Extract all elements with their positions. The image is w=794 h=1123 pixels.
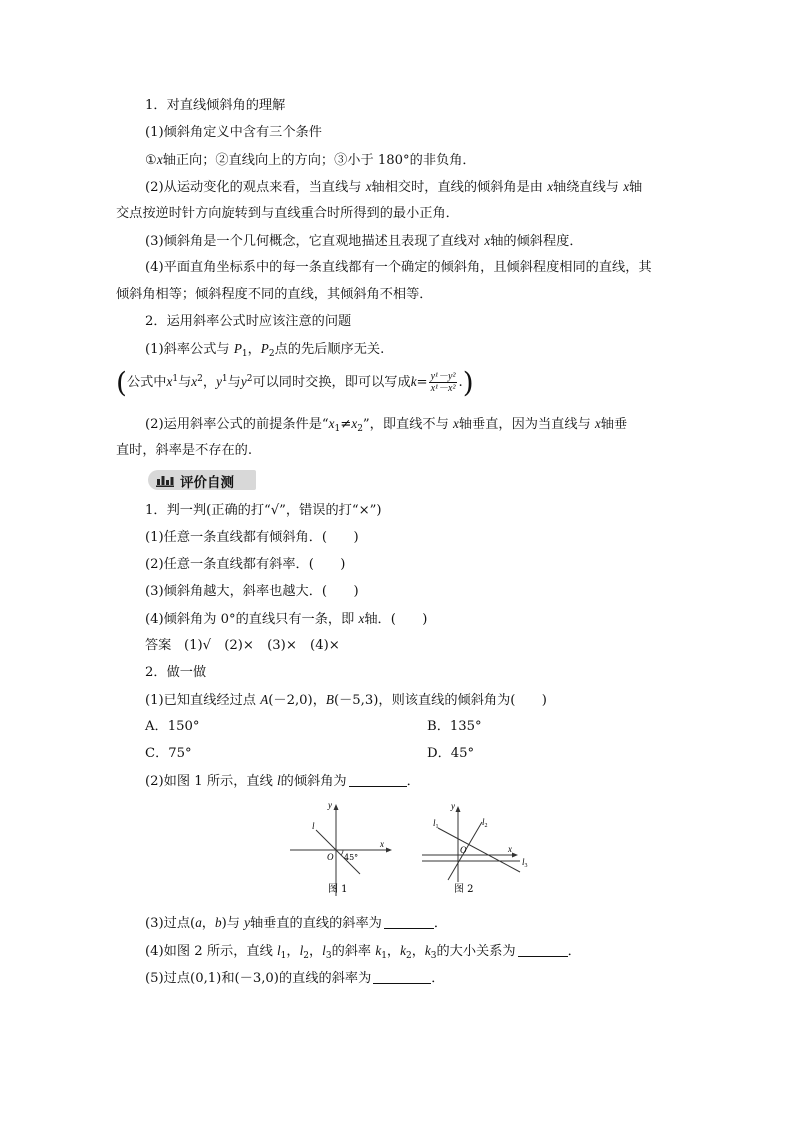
question-item: (3)倾斜角越大，斜率也越大．( ): [145, 584, 359, 599]
question-item: (2)任意一条直线都有斜率．( ): [145, 557, 346, 572]
question-item: [145, 772, 420, 791]
line-l: [316, 830, 360, 874]
question-item: [145, 942, 581, 965]
origin-label: O: [460, 845, 467, 855]
question-item: [145, 610, 427, 629]
section-heading: 2．运用斜率公式时应该注意的问题: [145, 314, 352, 329]
paragraph: (1)倾斜角定义中含有三个条件: [145, 125, 322, 140]
paragraph: [145, 178, 642, 197]
angle-arc: [341, 850, 343, 855]
var: y: [244, 915, 250, 930]
angle-label: 45°: [344, 853, 359, 862]
answer-text: (1)√ (2)× (3)× (4)×: [183, 638, 340, 653]
subscript: 2: [303, 951, 309, 961]
paragraph: [145, 151, 476, 170]
text: 可以同时交换，即可以写成: [252, 375, 411, 390]
subscript: 2: [357, 424, 363, 434]
question-item: [145, 691, 547, 710]
var: l: [322, 943, 326, 958]
text: (2)从运动变化的观点来看，当直线与: [145, 180, 366, 195]
line-l1-label: [433, 818, 439, 830]
var: y: [240, 374, 247, 389]
var: b: [214, 915, 222, 930]
text: (3)过点(: [145, 916, 196, 931]
text: (－2,0)，: [268, 693, 326, 708]
option-a: A．150°: [145, 719, 200, 734]
paragraph: [145, 340, 384, 363]
superscript: 1: [172, 374, 179, 384]
figure-1: [288, 800, 398, 900]
x-axis-arrow: [386, 848, 392, 853]
subscript: 1: [334, 424, 341, 434]
subscript: 3: [325, 951, 332, 961]
text: ”，即直线不与: [362, 417, 453, 432]
question-item: [145, 970, 444, 988]
text: 轴的倾斜程度．: [490, 234, 583, 249]
answer-blank[interactable]: [518, 944, 568, 957]
var: P: [260, 341, 269, 356]
text: ．: [406, 774, 420, 789]
line-l3-letter: l: [522, 857, 525, 867]
section-badge: [148, 470, 256, 490]
paragraph: [145, 232, 583, 251]
text: 的斜率: [331, 944, 376, 959]
text: ．: [567, 944, 581, 959]
y-label: y: [451, 801, 455, 811]
question-item: (1)任意一条直线都有倾斜角．( ): [145, 530, 359, 545]
text: ，: [201, 916, 215, 931]
fraction-denominator: x¹－x²: [430, 383, 456, 394]
text: 与: [227, 375, 241, 390]
y-label: y: [328, 800, 332, 810]
question-item: [145, 914, 447, 933]
text: ．: [433, 916, 448, 931]
text: =: [416, 375, 428, 390]
var: x: [484, 233, 491, 248]
paren-open: (: [116, 366, 127, 399]
text: 轴．( ): [364, 612, 428, 627]
badge-label: 评价自测: [180, 475, 234, 491]
var: x: [166, 374, 173, 389]
text: (1)斜率公式与: [145, 342, 234, 357]
var: l: [299, 943, 304, 958]
origin-label: O: [327, 852, 334, 862]
x-label: x: [380, 839, 384, 849]
paragraph: 倾斜角相等；倾斜程度不同的直线，其倾斜角不相等．: [116, 287, 433, 302]
text: 轴正向；②直线向上的方向；③小于 180°的非负角．: [162, 153, 476, 168]
paren-close: ): [462, 366, 474, 399]
line-l1-letter: l: [433, 818, 436, 828]
figure-caption: 图 1: [328, 884, 348, 895]
text: ，: [411, 944, 425, 959]
option-d: D．45°: [427, 746, 475, 761]
answer-blank[interactable]: [349, 774, 407, 787]
text: ，: [286, 944, 300, 959]
text: )与: [221, 916, 245, 931]
text: 的倾斜角为: [280, 774, 347, 789]
text: 与: [178, 375, 192, 390]
slope-fraction: [429, 371, 458, 394]
var: k: [424, 943, 431, 958]
text: ，: [386, 944, 401, 959]
text: (5)过点(0,1)和(－3,0)的直线的斜率为: [145, 971, 372, 986]
var: x: [623, 179, 630, 194]
paragraph: (4)平面直角坐标系中的每一条直线都有一个确定的倾斜角，且倾斜程度相同的直线，其: [145, 260, 652, 275]
y-axis-arrow: [456, 806, 461, 812]
x-axis-arrow: [512, 853, 518, 858]
text: .: [458, 375, 463, 390]
subscript: 2: [405, 951, 412, 961]
subscript: 1: [280, 951, 287, 961]
text: ，: [202, 375, 217, 390]
line-l2-letter: l: [482, 817, 485, 827]
superscript: 2: [246, 374, 253, 384]
answer-blank[interactable]: [384, 916, 434, 929]
line-l2-subscript: 2: [484, 823, 488, 829]
var: k: [400, 943, 406, 958]
fraction-numerator: y¹－y²: [430, 371, 456, 382]
text: 轴相交时，直线的倾斜角是由: [371, 180, 548, 195]
var: k: [410, 374, 417, 389]
text: 轴垂: [600, 417, 628, 432]
text: ，: [308, 944, 323, 959]
answer-blank[interactable]: [373, 971, 431, 984]
text: 的大小关系为: [436, 944, 516, 959]
paragraph: 直时，斜率是不存在的.: [116, 443, 253, 458]
text: ≠: [340, 417, 352, 432]
var: k: [375, 943, 382, 958]
text: ，: [247, 342, 261, 357]
subscript: 1: [241, 349, 248, 359]
text: 轴垂直，因为当直线与: [458, 417, 595, 432]
text: (1)已知直线经过点: [145, 693, 261, 708]
line-l3-label: [522, 857, 528, 869]
text: (3)倾斜角是一个几何概念，它直观地描述且表现了直线对: [145, 234, 485, 249]
var: B: [325, 692, 334, 707]
formula-line: [116, 366, 474, 399]
var: x: [547, 179, 554, 194]
question-title: 1．判一判(正确的打“√”，错误的打“×”): [145, 503, 382, 518]
paragraph: [145, 415, 627, 438]
bar-chart-icon: [156, 474, 174, 487]
var: x: [328, 416, 335, 431]
var: x: [594, 416, 601, 431]
text: (2)运用斜率公式的前提条件是“: [145, 417, 329, 432]
text: ．: [431, 971, 445, 986]
x-label: x: [508, 844, 512, 854]
var: a: [195, 915, 202, 930]
var: x: [452, 416, 459, 431]
var: x: [351, 416, 358, 431]
y-axis-arrow: [334, 804, 339, 810]
var: A: [260, 692, 269, 707]
var: x: [358, 611, 365, 626]
var: l: [276, 773, 281, 788]
var: y: [216, 374, 222, 389]
superscript: 2: [197, 374, 203, 384]
section-heading: 1．对直线倾斜角的理解: [145, 98, 286, 113]
figure-2: [420, 800, 540, 900]
text: (4)如图 2 所示，直线: [145, 944, 277, 959]
superscript: 1: [221, 374, 228, 384]
figure-caption: 图 2: [454, 884, 474, 895]
text: 点的先后顺序无关.: [274, 342, 385, 357]
answer-line: [145, 637, 340, 655]
var: x: [156, 152, 163, 167]
subscript: 1: [381, 951, 387, 961]
line-l-label: l: [312, 821, 315, 831]
var: l: [276, 943, 281, 958]
line-l2-label: [482, 817, 488, 829]
subscript: 3: [430, 951, 437, 961]
text: (2)如图 1 所示，直线: [145, 774, 277, 789]
text: 轴垂直的直线的斜率为: [249, 916, 382, 931]
subscript: 2: [268, 349, 275, 359]
var: x: [365, 179, 372, 194]
text: 公式中: [126, 375, 167, 390]
answer-label: 答案: [145, 638, 172, 653]
text: 轴绕直线与: [553, 180, 624, 195]
text: (4)倾斜角为 0°的直线只有一条，即: [145, 612, 359, 627]
line-l1-subscript: 1: [435, 824, 439, 830]
option-c: C．75°: [145, 746, 192, 761]
text: 轴: [629, 180, 643, 195]
text: (－5,3)，则该直线的倾斜角为( ): [333, 693, 547, 708]
var: x: [191, 374, 198, 389]
paragraph: 交点按逆时针方向旋转到与直线重合时所得到的最小正角．: [116, 206, 459, 221]
option-b: B．135°: [427, 719, 482, 734]
line-l3-subscript: 3: [524, 863, 528, 869]
var: P: [233, 341, 242, 356]
text: ①: [145, 153, 157, 168]
question-title: 2．做一做: [145, 665, 207, 680]
